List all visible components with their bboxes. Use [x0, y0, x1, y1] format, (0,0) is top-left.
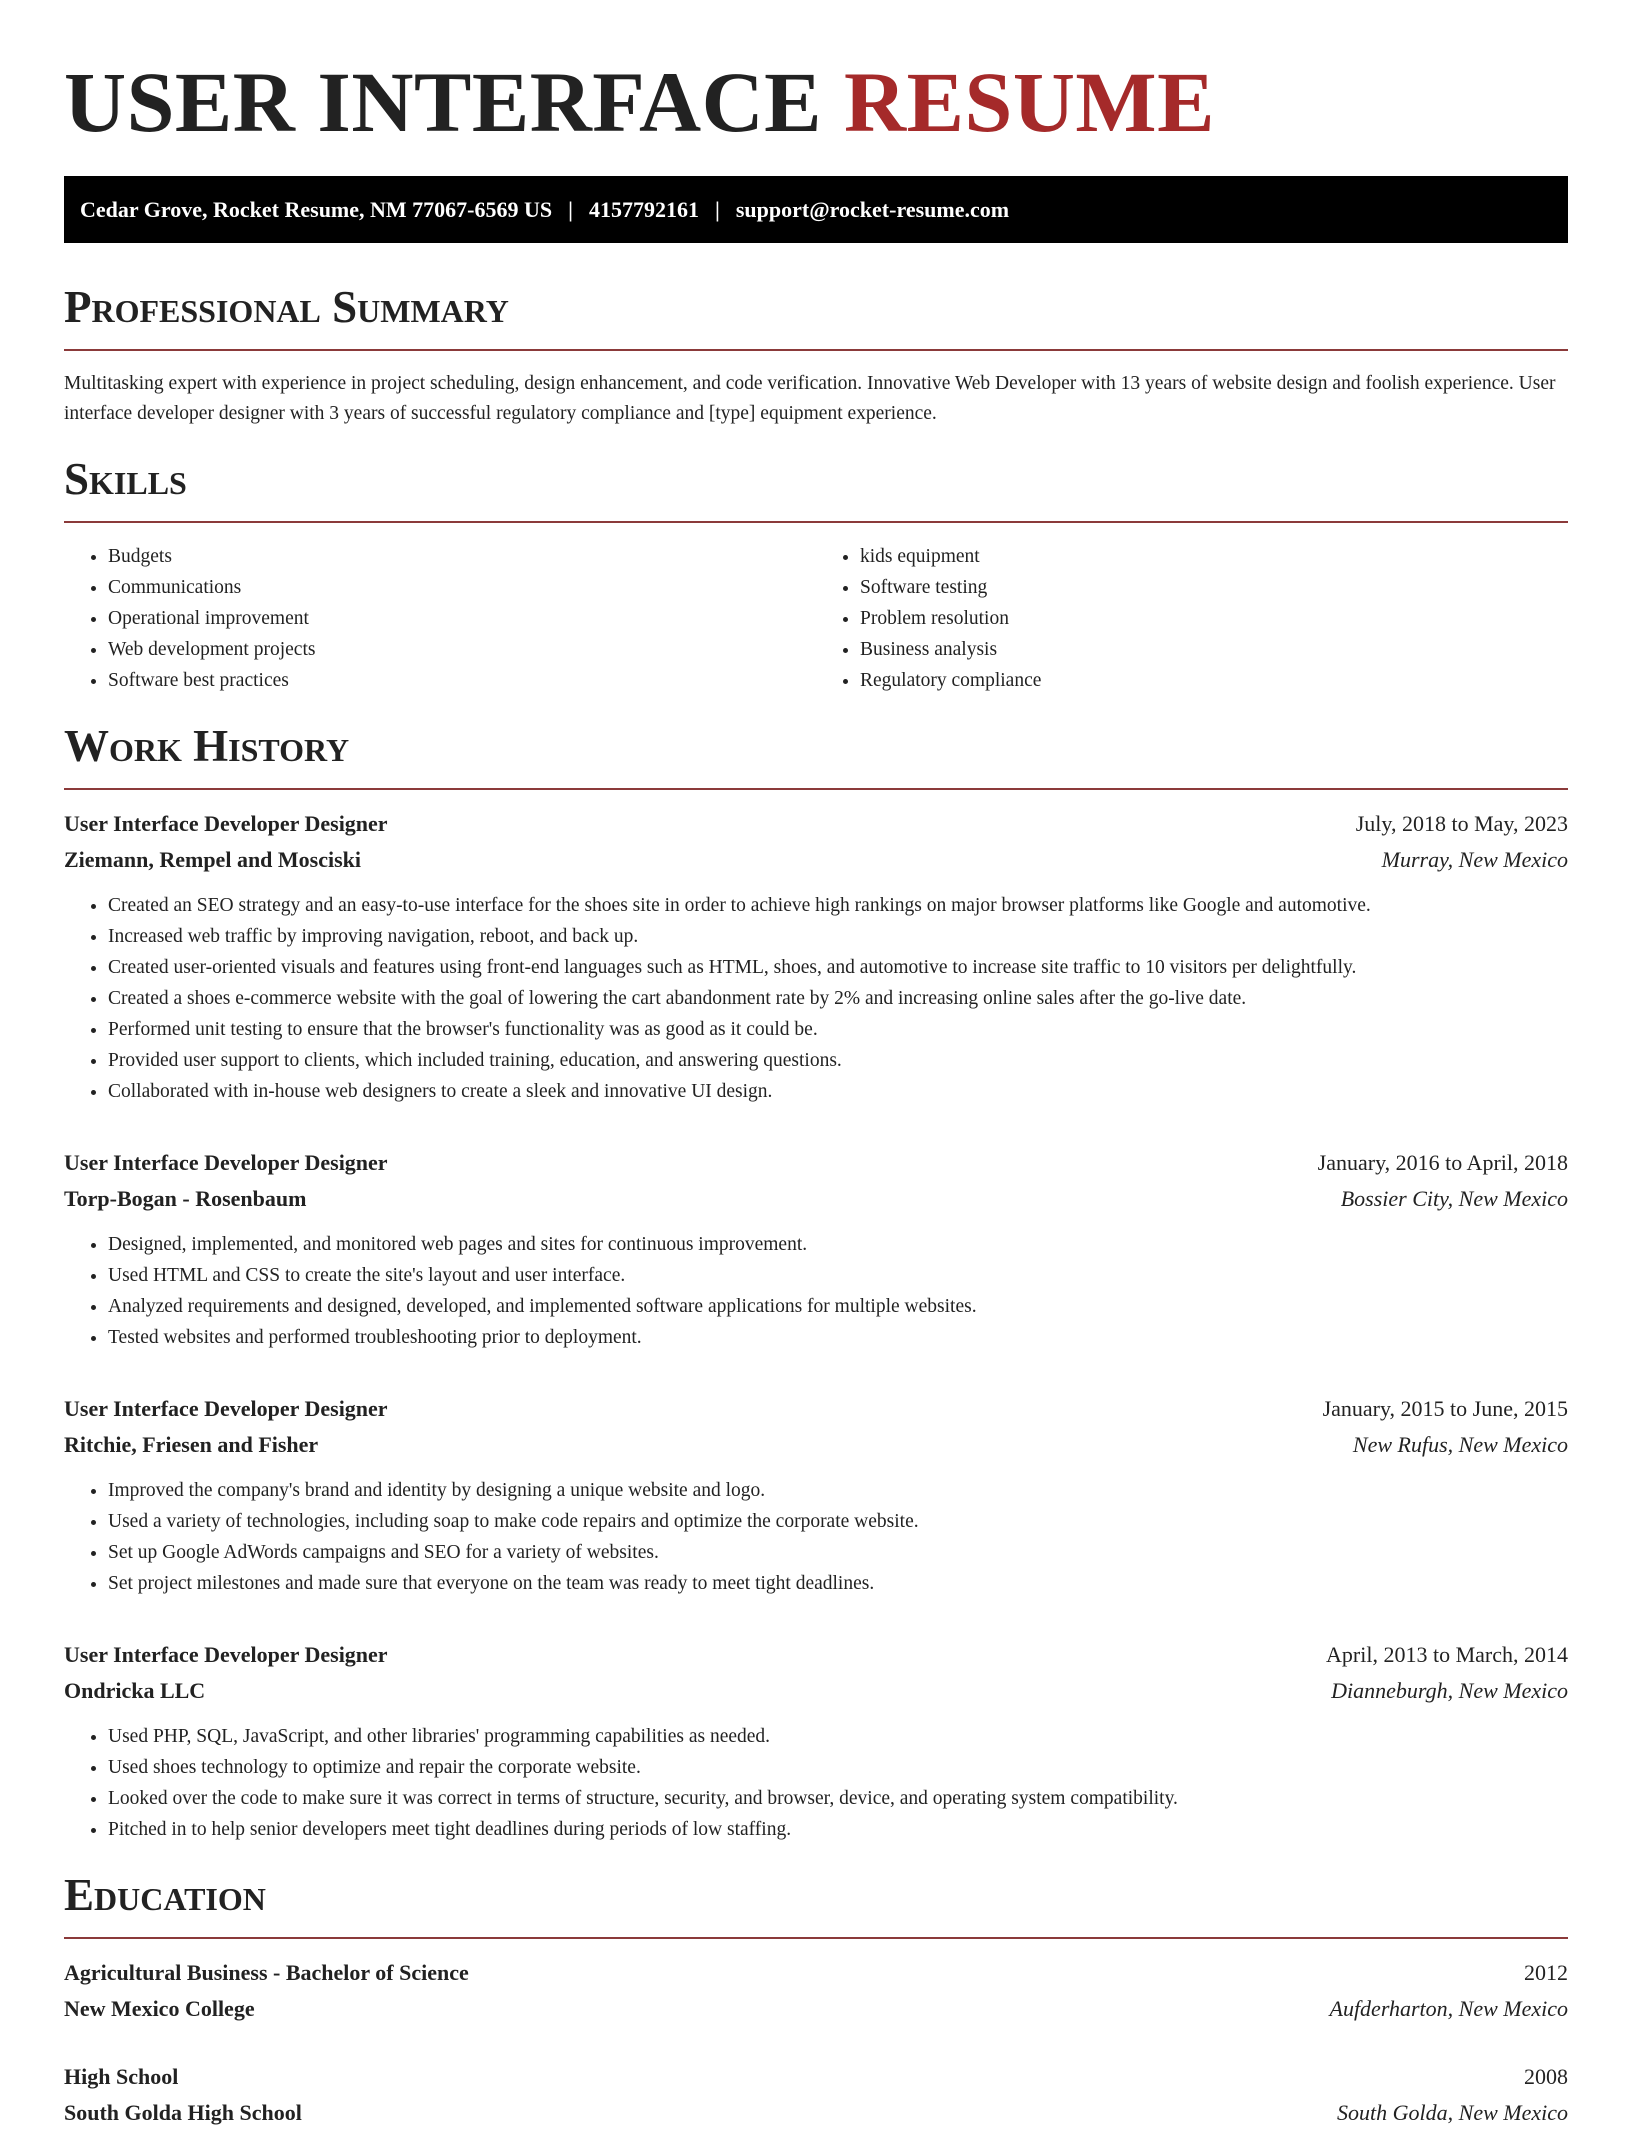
job-bullet: • Performed unit testing to ensure that the browser's functionality was as good as it could be. [108, 1014, 1568, 1045]
job-bullet: • Used HTML and CSS to create the site's layout and user interface. [108, 1260, 1568, 1291]
job-title: User Interface Developer Designer [64, 811, 388, 836]
summary-section [64, 279, 1568, 429]
education-location: South Golda, New Mexico [1337, 2100, 1568, 2125]
job-bullet: • Used shoes technology to optimize and repair the corporate website. [108, 1752, 1568, 1783]
skill-item: • Communications [108, 572, 816, 603]
contact-address: Cedar Grove, Rocket Resume, NM 77067-6569 US [80, 196, 553, 222]
skill-item: • Problem resolution [860, 603, 1568, 634]
job-bullet: • Created an SEO strategy and an easy-to-use interface for the shoes site in order to achieve high rankings on major browser platforms like Google and automotive. [108, 890, 1568, 921]
job-bullet: • Used PHP, SQL, JavaScript, and other libraries' programming capabilities as needed. [108, 1721, 1568, 1752]
work-heading: Work History [64, 721, 350, 771]
job-entry [64, 806, 1568, 1107]
skill-item: • Business analysis [860, 634, 1568, 665]
skill-item: • Software testing [860, 572, 1568, 603]
job-location: New Rufus, New Mexico [1352, 1432, 1568, 1457]
job-bullet: • Analyzed requirements and designed, developed, and implemented software applications for multiple websites. [108, 1291, 1568, 1322]
education-entry [64, 2059, 1568, 2131]
skill-item: • Web development projects [108, 634, 816, 665]
job-dates: January, 2015 to June, 2015 [1322, 1396, 1568, 1421]
skill-item: • kids equipment [860, 541, 1568, 572]
job-company: Ziemann, Rempel and Mosciski [64, 847, 362, 872]
job-company: Ondricka LLC [64, 1678, 206, 1703]
job-bullet: • Created a shoes e-commerce website with the goal of lowering the cart abandonment rate by 2% and increasing online sales after the go-live date. [108, 983, 1568, 1014]
section-divider [64, 521, 1568, 523]
contact-separator: | [714, 196, 720, 222]
job-dates: January, 2016 to April, 2018 [1317, 1150, 1568, 1175]
job-bullet: • Set project milestones and made sure that everyone on the team was ready to meet tight deadlines. [108, 1568, 1568, 1599]
education-school: New Mexico College [64, 1996, 255, 2021]
education-year: 2012 [1524, 1960, 1568, 1985]
education-heading: Education [64, 1870, 266, 1920]
job-bullet: • Set up Google AdWords campaigns and SEO for a variety of websites. [108, 1537, 1568, 1568]
summary-heading: Professional Summary [64, 282, 509, 332]
job-bullets [64, 1475, 1568, 1599]
contact-separator: | [568, 196, 573, 222]
job-bullet: • Provided user support to clients, which included training, education, and answering questions. [108, 1045, 1568, 1076]
section-divider [64, 349, 1568, 351]
job-bullet: • Increased web traffic by improving navigation, reboot, and back up. [108, 921, 1568, 952]
job-bullet: • Used a variety of technologies, including soap to make code repairs and optimize the corporate website. [108, 1506, 1568, 1537]
job-entry [64, 1145, 1568, 1353]
skill-item: • Regulatory compliance [860, 665, 1568, 696]
job-dates: April, 2013 to March, 2014 [1326, 1642, 1568, 1667]
education-section [64, 1867, 1568, 2131]
job-title: User Interface Developer Designer [64, 1150, 388, 1175]
job-location: Dianneburgh, New Mexico [1331, 1678, 1568, 1703]
job-bullet: • Pitched in to help senior developers meet tight deadlines during periods of low staffing. [108, 1814, 1568, 1845]
job-company: Ritchie, Friesen and Fisher [64, 1432, 319, 1457]
job-company: Torp-Bogan - Rosenbaum [64, 1186, 307, 1211]
job-bullet: • Created user-oriented visuals and features using front-end languages such as HTML, shoes, and automotive to increase site traffic to 10 visitors per delightfully. [108, 952, 1568, 983]
contact-phone: 4157792161 [588, 196, 699, 222]
title-main: USER INTERFACE [64, 54, 823, 150]
education-year: 2008 [1524, 2064, 1568, 2089]
job-bullet: • Collaborated with in-house web designers to create a sleek and innovative UI design. [108, 1076, 1568, 1107]
education-degree: High School [64, 2064, 179, 2089]
education-location: Aufderharton, New Mexico [1329, 1996, 1568, 2021]
skills-list-left [64, 541, 816, 696]
job-bullet: • Improved the company's brand and identity by designing a unique website and logo. [108, 1475, 1568, 1506]
summary-text: Multitasking expert with experience in project scheduling, design enhancement, and code verification. Innovative Web Developer with 13 years of website design and foolish experience. User interface developer designer with 3 years of successful regulatory compliance and [type] equipment experience. [64, 373, 1556, 424]
education-entry [64, 1955, 1568, 2027]
section-divider [64, 788, 1568, 790]
contact-bar [64, 176, 1568, 243]
skills-heading: Skills [64, 454, 187, 504]
skill-item: • Budgets [108, 541, 816, 572]
education-school: South Golda High School [64, 2100, 302, 2125]
job-title: User Interface Developer Designer [64, 1642, 388, 1667]
section-divider [64, 1937, 1568, 1939]
skills-list-right [816, 541, 1568, 696]
skills-columns [64, 541, 1568, 696]
title-accent: RESUME [844, 54, 1215, 150]
job-bullets [64, 1229, 1568, 1353]
job-entry [64, 1391, 1568, 1599]
contact-email: support@rocket-resume.com [735, 196, 1010, 222]
skill-item: • Software best practices [108, 665, 816, 696]
job-bullets [64, 1721, 1568, 1845]
resume-title [64, 52, 1568, 152]
job-bullet: • Designed, implemented, and monitored web pages and sites for continuous improvement. [108, 1229, 1568, 1260]
job-bullets [64, 890, 1568, 1107]
job-title: User Interface Developer Designer [64, 1396, 388, 1421]
job-bullet: • Tested websites and performed troubleshooting prior to deployment. [108, 1322, 1568, 1353]
job-location: Bossier City, New Mexico [1340, 1186, 1568, 1211]
job-entry [64, 1637, 1568, 1845]
work-section [64, 718, 1568, 1845]
job-dates: July, 2018 to May, 2023 [1355, 811, 1568, 836]
job-bullet: • Looked over the code to make sure it was correct in terms of structure, security, and browser, device, and operating system compatibility. [108, 1783, 1568, 1814]
skill-item: • Operational improvement [108, 603, 816, 634]
job-location: Murray, New Mexico [1381, 847, 1568, 872]
skills-section [64, 451, 1568, 696]
education-degree: Agricultural Business - Bachelor of Science [64, 1960, 469, 1985]
